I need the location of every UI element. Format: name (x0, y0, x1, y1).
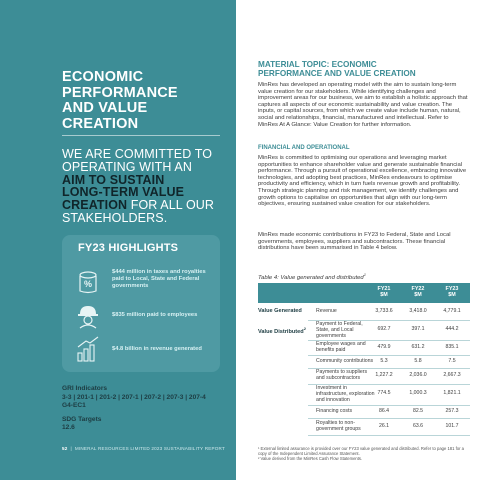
title-line: AND VALUE (62, 100, 148, 116)
sdg-value: 12.6 (62, 424, 75, 431)
column-header (438, 286, 466, 299)
subheading: FINANCIAL AND OPERATIONAL (258, 145, 350, 151)
group-label-distributed (258, 326, 306, 335)
table-row (308, 384, 470, 406)
cell-value: 5.3 (380, 358, 388, 364)
cell-value: 3,733.6 (375, 308, 393, 314)
footer-separator: | (69, 446, 74, 451)
cell-value: 3,418.0 (409, 308, 427, 314)
row-label: Financing costs (316, 408, 353, 414)
page-title (62, 70, 178, 132)
column-year: FY21 (377, 286, 391, 292)
title-line: PERFORMANCE (62, 84, 178, 101)
cell-value: 1,821.1 (443, 390, 461, 396)
table-row (308, 304, 470, 321)
cell-value: 2,667.3 (443, 372, 461, 378)
statement-line: FOR ALL OUR (127, 198, 215, 213)
column-unit: $M (380, 292, 388, 299)
footnote: ¹ External limited assurance is provided over our FY23 value generated and distributed. Refer to page 181 for a copy of the Independent Limited Assurance Statement. (258, 446, 465, 456)
body-paragraph: MinRes made economic contributions in FY23 to Federal, State and Local governments, employees, suppliers and subcontractors. These financial distributions have been summarised in Table 4 below. (258, 232, 451, 252)
cell-value: 82.5 (412, 408, 424, 414)
cell-value: 7.5 (448, 358, 456, 364)
bar-growth-icon (74, 335, 102, 363)
statement-emphasis: LONG-TERM VALUE (62, 185, 185, 200)
cell-value: 101.7 (445, 423, 459, 429)
cell-value: 2,036.0 (409, 372, 427, 378)
body-paragraph: MinRes is committed to optimising our operations and leveraging market opportunities to enhance shareholder value and generate sustainable financial performance. Through a pursuit of operational excellence, embracing innovative technologies, and adopting best practices, MinRes endeavours to optimise productivity and efficiency, which in turn fuels revenue growth and profitability. Through strategic planning and risk management, we identify challenges and growth options to capitalise on opportunities that align with our long-term objectives, ensuring sustained value creation for our stakeholders. (258, 155, 467, 208)
footnote-ref: 2 (303, 326, 306, 331)
right-panel (236, 0, 480, 480)
page-number: 52 (62, 446, 68, 451)
cell-value: 1,227.2 (375, 372, 393, 378)
cell-value: 631.2 (411, 344, 425, 350)
column-year: FY23 (445, 286, 459, 292)
statement-emphasis: AIM TO SUSTAIN (62, 172, 165, 187)
table-row (308, 355, 470, 369)
title-divider (62, 135, 220, 136)
table-row (308, 418, 470, 436)
sdg-heading: SDG Targets (62, 415, 102, 423)
statement-line: STAKEHOLDERS. (62, 210, 168, 225)
table-header (258, 283, 470, 303)
section-title (258, 61, 468, 79)
footnote: ² Value derived from the MinRes Cash Flow Statements. (258, 455, 363, 461)
table-row (308, 320, 470, 341)
statement-line: WE ARE COMMITTED TO (62, 147, 213, 161)
section-title-line: MATERIAL TOPIC: ECONOMIC (258, 60, 377, 69)
table-row (308, 340, 470, 356)
title-line: ECONOMIC (62, 69, 144, 85)
highlights-box (62, 235, 220, 372)
gri-block (62, 385, 222, 433)
group-label-generated: Value Generated (258, 308, 302, 314)
commitment-statement (62, 148, 232, 225)
footnotes (258, 447, 470, 462)
table-caption (258, 272, 366, 281)
cell-value: 1,000.3 (409, 390, 427, 396)
row-label: Payment to Federal, State, and Local governments (316, 321, 363, 339)
cell-value: 692.7 (377, 326, 391, 332)
left-panel (0, 0, 236, 480)
highlight-text: $444 million in taxes and royalties paid to Local, State and Federal governments (112, 269, 206, 290)
worker-helmet-icon (74, 301, 102, 329)
group-label-text: Value Distributed (258, 328, 304, 335)
column-unit: $M (448, 292, 456, 299)
statement-emphasis: CREATION (62, 198, 128, 213)
percent-coins-icon (74, 267, 102, 295)
cell-value: 835.1 (445, 344, 459, 350)
highlight-text: $835 million paid to employees (112, 312, 198, 318)
intro-paragraph: MinRes has developed an operating model with the aim to sustain long-term value creation for our stakeholders. While identifying challenges and improvement areas for our business, we aim to establish a holistic approach that captures all aspects of our economic sustainability and value creation. The inputs, or capital sources, from which we create value include human, natural, social and relationships, financial, manufactured and intellectual. Refer to MinRes At A Glance: Value Creation for further information. (258, 82, 468, 128)
cell-value: 444.2 (445, 326, 459, 332)
row-label: Community contributions (316, 358, 374, 364)
column-header (370, 286, 398, 299)
cell-value: 4,779.1 (443, 308, 461, 314)
column-year: FY22 (411, 286, 425, 292)
row-label: Royalties to non-government groups (316, 420, 361, 432)
footer-text: MINERAL RESOURCES LIMITED 2023 SUSTAINABILITY REPORT (74, 446, 225, 451)
svg-text:%: % (83, 279, 93, 289)
page-footer (62, 446, 225, 451)
column-unit: $M (414, 292, 422, 299)
cell-value: 5.8 (414, 358, 422, 364)
row-label: Investment in infrastructure, exploration and innovation (316, 385, 375, 403)
cell-value: 397.1 (411, 326, 425, 332)
gri-codes: 3-3 | 201-1 | 201-2 | 207-1 | 207-2 | 207-3 | 207-4 (62, 393, 206, 401)
cell-value: 63.6 (412, 423, 424, 429)
column-header (404, 286, 432, 299)
cell-value: 479.9 (377, 344, 391, 350)
section-title-line: PERFORMANCE AND VALUE CREATION (258, 68, 416, 78)
statement-line: OPERATING WITH AN (62, 159, 192, 174)
row-label: Revenue (316, 308, 337, 314)
table-caption-text: Table 4: Value generated and distributed (258, 274, 364, 281)
row-label: Employee wages and benefits paid (316, 341, 366, 353)
cell-value: 774.5 (377, 390, 391, 396)
cell-value: 257.3 (445, 408, 459, 414)
gri-heading: GRI Indicators (62, 385, 108, 392)
cell-value: 26.1 (378, 423, 390, 429)
gri-codes: G4-EC1 (62, 402, 86, 409)
table-row (308, 405, 470, 419)
table-row (308, 368, 470, 385)
cell-value: 86.4 (378, 408, 390, 414)
highlight-text: $4.8 billion in revenue generated (112, 346, 202, 352)
highlights-title: FY23 HIGHLIGHTS (78, 242, 179, 254)
row-label: Payments to suppliers and subcontractors (316, 369, 368, 381)
title-line: CREATION (62, 115, 139, 132)
footnote-ref: 1 (363, 272, 366, 277)
